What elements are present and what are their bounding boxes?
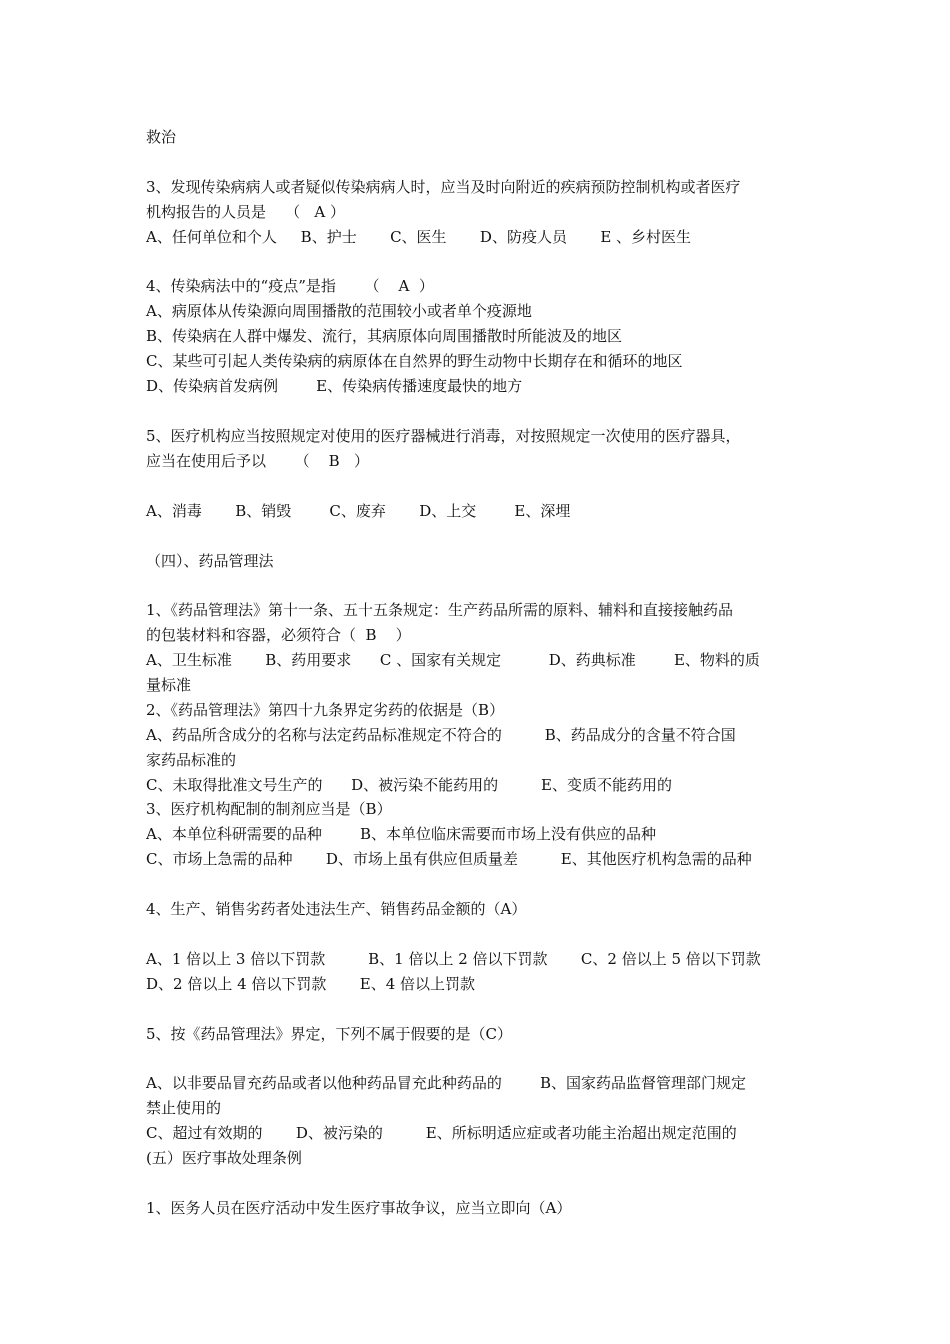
answer-options: 家药品标准的: [146, 751, 237, 769]
question-text: 5、医疗机构应当按照规定对使用的医疗器械进行消毒，对按照规定一次使用的医疗器具，: [146, 427, 741, 445]
question-text: 3、医疗机构配制的制剂应当是（B）: [146, 800, 392, 818]
answer-options: A、消毒 B、销毁 C、废弃 D、上交 E、深埋: [146, 502, 571, 520]
section-heading: （四）、药品管理法: [146, 552, 274, 570]
answer-options: A、1 倍以上 3 倍以下罚款 B、1 倍以上 2 倍以下罚款 C、2 倍以上 5 倍以下罚款: [146, 950, 761, 968]
answer-options: 量标准: [146, 676, 192, 694]
answer-options: C、市场上急需的品种 D、市场上虽有供应但质量差 E、其他医疗机构急需的品种: [146, 850, 752, 868]
answer-option: A、病原体从传染源向周围播散的范围较小或者单个疫源地: [146, 302, 532, 320]
answer-options: A、药品所含成分的名称与法定药品标准规定不符合的 B、药品成分的含量不符合国: [146, 726, 736, 744]
answer-options: D、传染病首发病例 E、传染病传播速度最快的地方: [146, 377, 523, 395]
question-text: 1、医务人员在医疗活动中发生医疗事故争议，应当立即向（A）: [146, 1199, 572, 1217]
question-text: 4、传染病法中的“疫点”是指 （ A ）: [146, 277, 434, 295]
answer-options: A、以非要品冒充药品或者以他种药品冒充此种药品的 B、国家药品监督管理部门规定: [146, 1074, 747, 1092]
answer-options: A、卫生标准 B、药用要求 C 、国家有关规定 D、药典标准 E、物料的质: [146, 651, 760, 669]
answer-options: A、本单位科研需要的品种 B、本单位临床需要而市场上没有供应的品种: [146, 825, 657, 843]
question-text: 5、按《药品管理法》界定，下列不属于假要的是（C）: [146, 1025, 513, 1043]
question-text: 4、生产、销售劣药者处违法生产、销售药品金额的（A）: [146, 900, 527, 918]
section-heading: (五）医疗事故处理条例: [146, 1149, 302, 1167]
answer-option: B、传染病在人群中爆发、流行，其病原体向周围播散时所能波及的地区: [146, 327, 623, 345]
answer-options: 禁止使用的: [146, 1099, 222, 1117]
text-line: 救治: [146, 128, 177, 146]
answer-options: D、2 倍以上 4 倍以下罚款 E、4 倍以上罚款: [146, 975, 476, 993]
answer-option: C、某些可引起人类传染病的病原体在自然界的野生动物中长期存在和循环的地区: [146, 352, 683, 370]
answer-options: C、未取得批准文号生产的 D、被污染不能药用的 E、变质不能药用的: [146, 776, 672, 794]
question-text: 机构报告的人员是 （ A ）: [146, 203, 345, 221]
question-text: 3、发现传染病病人或者疑似传染病病人时，应当及时向附近的疾病预防控制机构或者医疗: [146, 178, 741, 196]
question-text: 的包装材料和容器，必须符合（ B ）: [146, 626, 411, 644]
answer-options: A、任何单位和个人 B、护士 C、医生 D、防疫人员 E 、乡村医生: [146, 228, 692, 246]
question-text: 2、《药品管理法》第四十九条界定劣药的依据是（B）: [146, 701, 505, 719]
question-text: 1、《药品管理法》第十一条、五十五条规定：生产药品所需的原料、辅料和直接接触药品: [146, 601, 734, 619]
question-text: 应当在使用后予以 （ B ）: [146, 452, 370, 470]
answer-options: C、超过有效期的 D、被污染的 E、所标明适应症或者功能主治超出规定范围的: [146, 1124, 737, 1142]
